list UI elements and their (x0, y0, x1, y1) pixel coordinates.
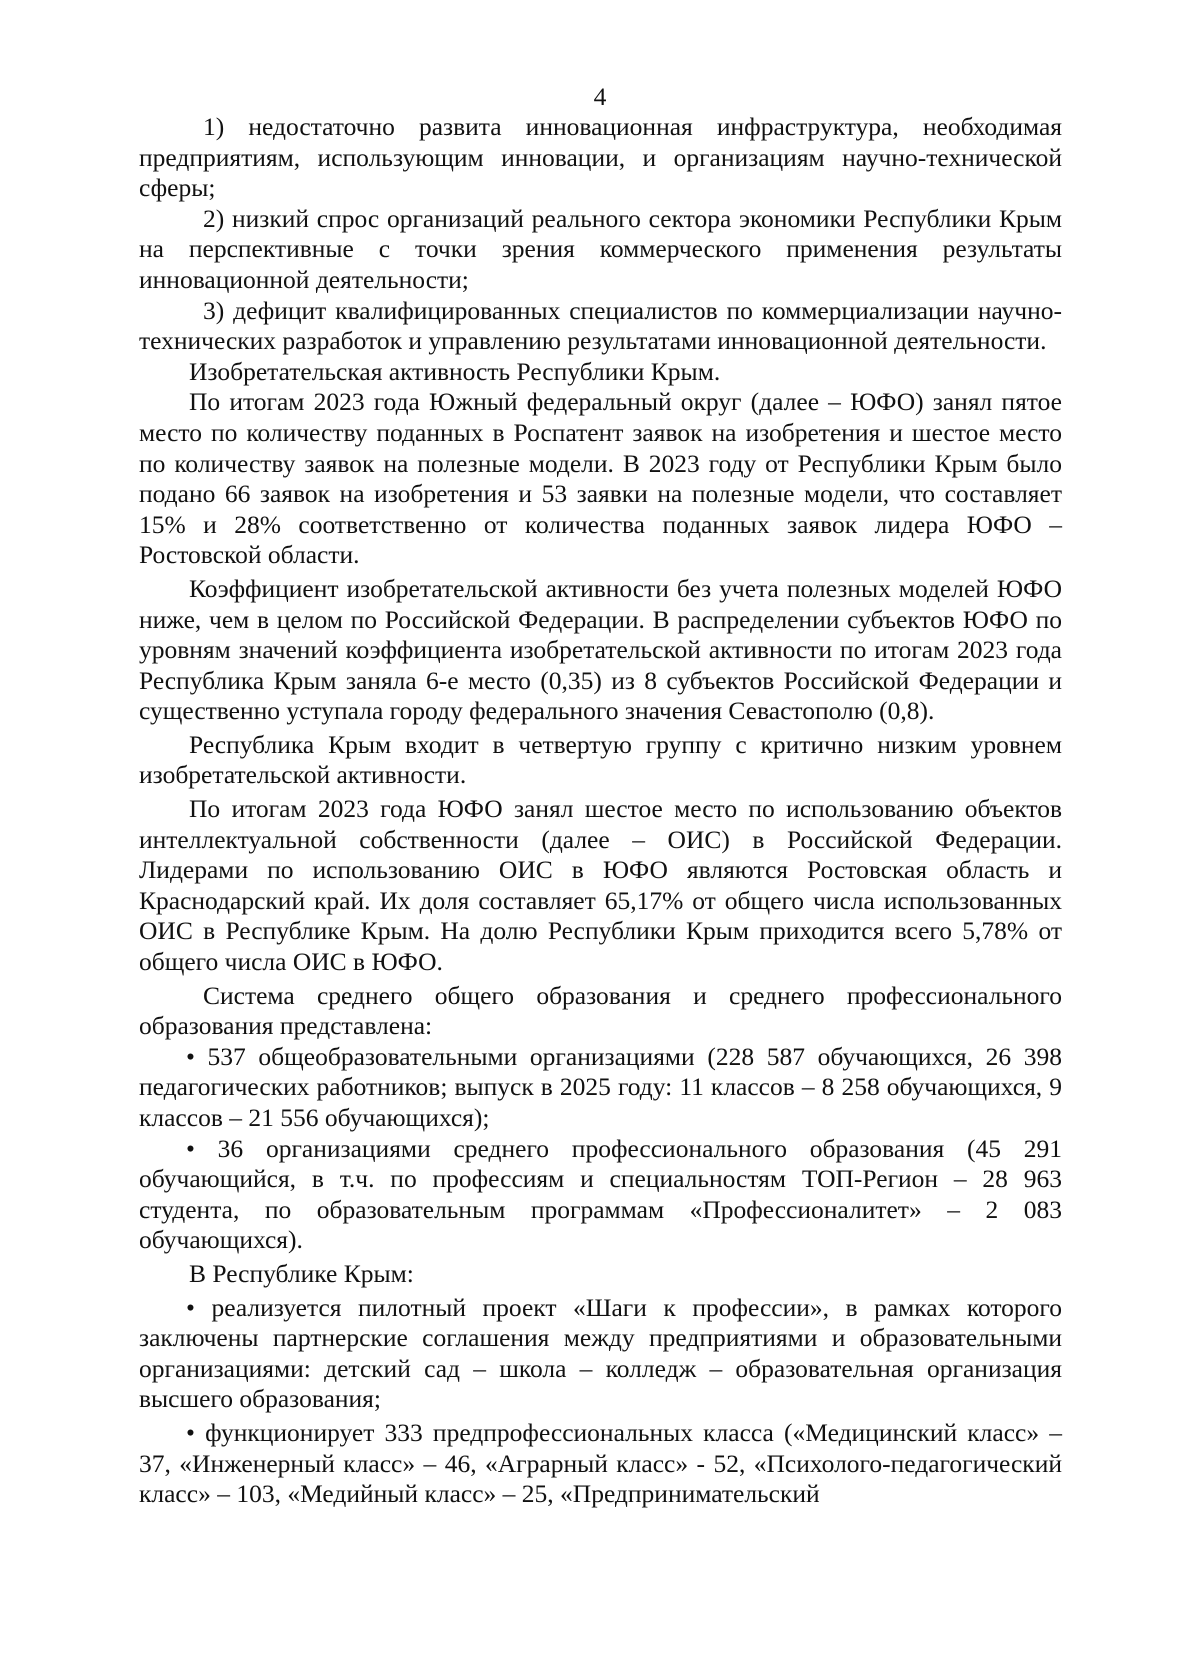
paragraph-ois-usage: По итогам 2023 года ЮФО занял шестое место по использованию объектов интеллектуальной собственности (далее – ОИС) в Российской Федерации. Лидерами по использованию ОИС в ЮФО являются Ростовская область и Краснодарский край. Их доля составляет 65,17% от общего числа использованных ОИС в Республике Крым. На долю Республики Крым приходится всего 5,78% от общего числа ОИС в ЮФО. (139, 794, 1062, 977)
paragraph-education-system: Система среднего общего образования и среднего профессионального образования представлена: (139, 980, 1062, 1041)
list-item-colleges: • 36 организациями среднего профессионального образования (45 291 обучающийся, в т.ч. по профессиям и специальностям ТОП-Регион – 28 963 студента, по образовательным программам «Профессионалитет» – 2 083 обучающихся). (139, 1133, 1062, 1255)
paragraph-problem-1: 1) недостаточно развита инновационная инфраструктура, необходимая предприятиям, использующим инновации, и организациям научно-технической сферы; (139, 112, 1062, 203)
paragraph-2023-results: По итогам 2023 года Южный федеральный округ (далее – ЮФО) занял пятое место по количеству поданных в Роспатент заявок на изобретения и шестое место по количеству заявок на полезные модели. В 2023 году от Республики Крым было подано 66 заявок на изобретения и 53 заявки на полезные модели, что составляет 15% и 28% соответственно от количества поданных заявок лидера ЮФО – Ростовской области. (139, 387, 1062, 570)
paragraph-coefficient: Коэффициент изобретательской активности без учета полезных моделей ЮФО ниже, чем в целом по Российской Федерации. В распределении субъектов ЮФО по уровням значений коэффициента изобретательской активности по итогам 2023 года Республика Крым заняла 6-е место (0,35) из 8 субъектов Российской Федерации и существенно уступала городу федерального значения Севастополю (0,8). (139, 573, 1062, 726)
paragraph-fourth-group: Республика Крым входит в четвертую группу с критично низким уровнем изобретательской активности. (139, 729, 1062, 790)
paragraph-problem-3: 3) дефицит квалифицированных специалистов по коммерциализации научно-технических разработок и управлению результатами инновационной деятельности. (139, 295, 1062, 356)
paragraph-problem-2: 2) низкий спрос организаций реального сектора экономики Республики Крым на перспективные с точки зрения коммерческого применения результаты инновационной деятельности; (139, 203, 1062, 294)
list-item-schools: • 537 общеобразовательными организациями (228 587 обучающихся, 26 398 педагогических работников; выпуск в 2025 году: 11 классов – 8 258 обучающихся, 9 классов – 21 556 обучающихся); (139, 1041, 1062, 1132)
list-item-preprofessional-classes: • функционирует 333 предпрофессиональных класса («Медицинский класс» – 37, «Инженерный класс» – 46, «Аграрный класс» - 52, «Психолого-педагогический класс» – 103, «Медийный класс» – 25, «Предпринимательский (139, 1417, 1062, 1509)
paragraph-in-crimea: В Республике Крым: (189, 1258, 414, 1288)
paragraph-heading-inventive-activity: Изобретательская активность Республики Крым. (189, 356, 721, 386)
page-number: 4 (593, 82, 607, 111)
document-body (139, 112, 1062, 1510)
list-item-pilot-project: • реализуется пилотный проект «Шаги к профессии», в рамках которого заключены партнерские соглашения между предприятиями и образовательными организациями: детский сад – школа – колледж – образовательная организация высшего образования; (139, 1292, 1062, 1414)
